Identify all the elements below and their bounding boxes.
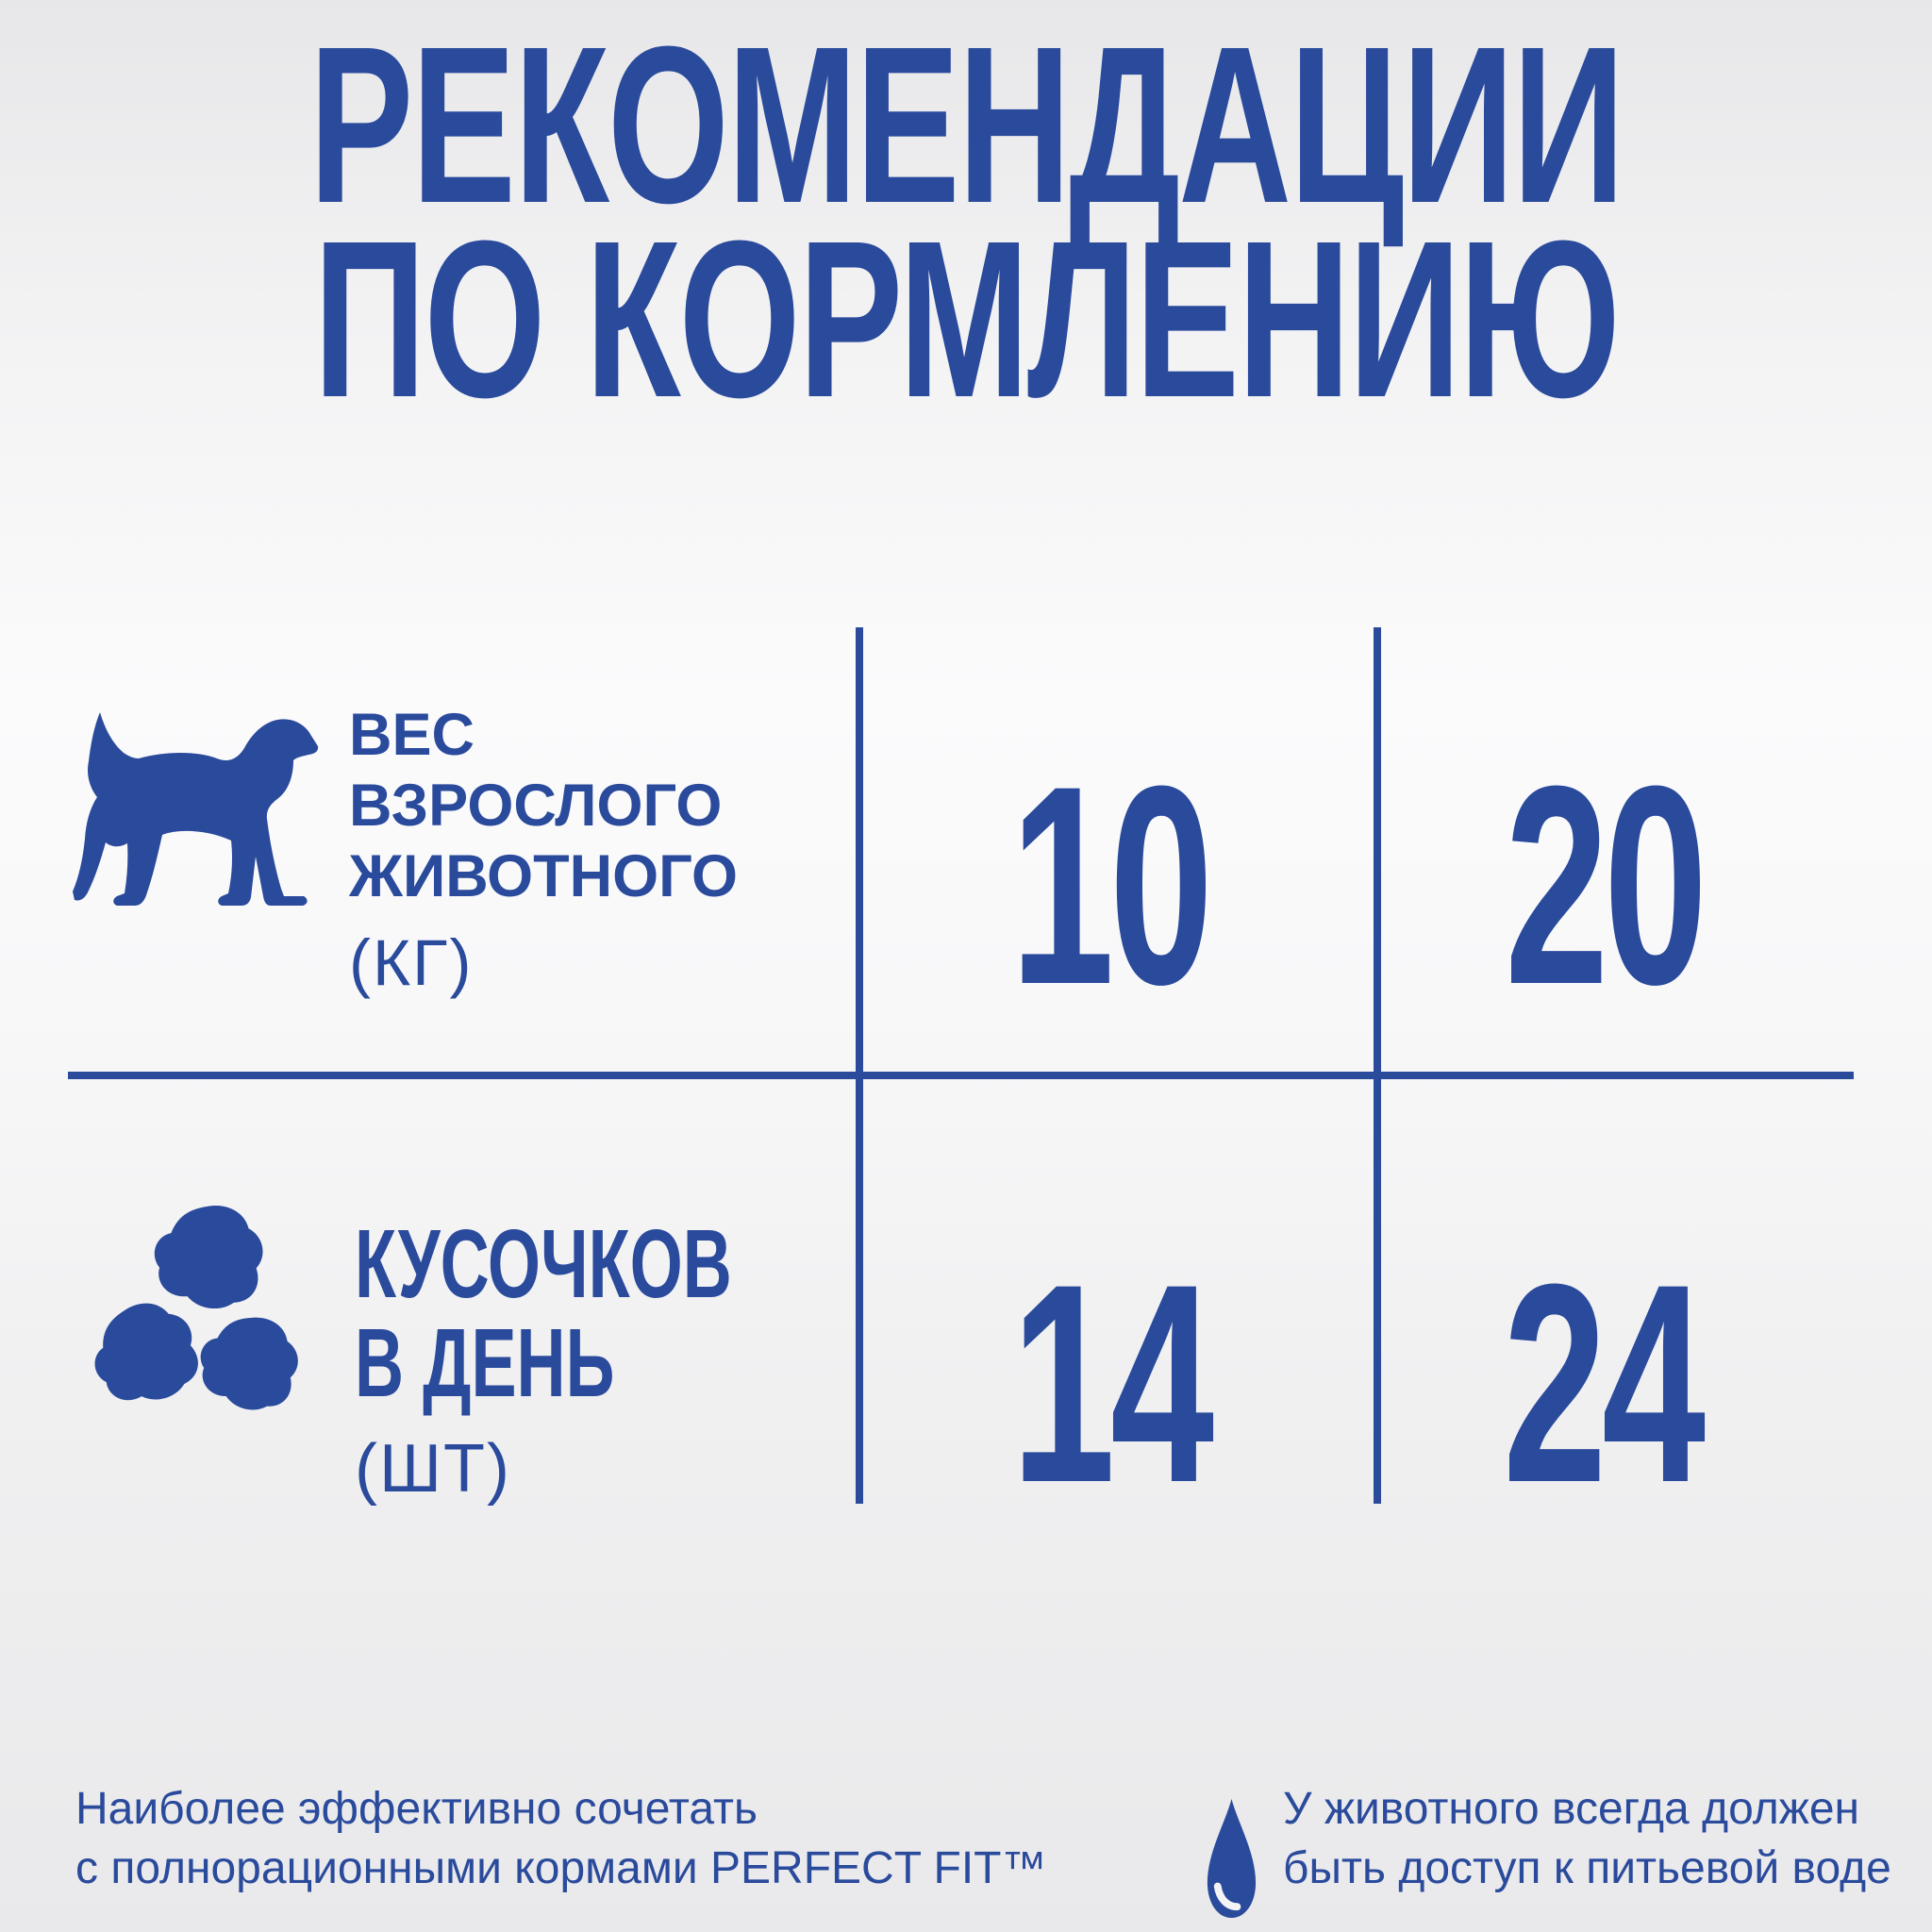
- table-vertical-divider-2: [1374, 627, 1381, 1504]
- water-footnote: [1283, 1779, 1891, 1898]
- weight-value-col2: 20: [1505, 726, 1703, 1043]
- weight-unit-label: (КГ): [349, 926, 474, 999]
- weight-value-col1: 10: [1010, 726, 1208, 1043]
- weight-label-line-3: ЖИВОТНОГО: [349, 843, 739, 909]
- treats-icon: [92, 1194, 304, 1441]
- pieces-label-line-1: КУСОЧКОВ: [355, 1209, 732, 1318]
- pieces-value-col1: 14: [1011, 1224, 1209, 1541]
- water-footnote-line-1: У животного всегда должен: [1283, 1784, 1860, 1834]
- water-footnote-line-2: быть доступ к питьевой воде: [1283, 1843, 1891, 1893]
- weight-row-label: [349, 700, 738, 998]
- pieces-value-col2: 24: [1503, 1224, 1701, 1541]
- weight-label-line-2: ВЗРОСЛОГО: [349, 773, 723, 839]
- combination-footnote-line-2: с полнорационными кормами PERFECT FIT™: [75, 1843, 1047, 1893]
- table-horizontal-divider: [68, 1072, 1854, 1079]
- pieces-label-line-2: В ДЕНЬ: [355, 1308, 615, 1417]
- page-title-line-2: ПО КОРМЛЕНИЮ: [313, 194, 1619, 444]
- page-title: [0, 0, 1932, 444]
- water-drop-icon: [1205, 1797, 1258, 1920]
- pieces-unit-label: (ШТ): [355, 1431, 511, 1507]
- weight-label-line-1: ВЕС: [349, 702, 475, 768]
- page-title-line-1: РЕКОМЕНДАЦИИ: [308, 0, 1624, 250]
- pieces-row-label: [355, 1209, 893, 1507]
- dog-icon: [70, 709, 338, 930]
- combination-footnote-line-1: Наиболее эффективно сочетать: [75, 1784, 758, 1834]
- combination-footnote: [75, 1779, 1046, 1898]
